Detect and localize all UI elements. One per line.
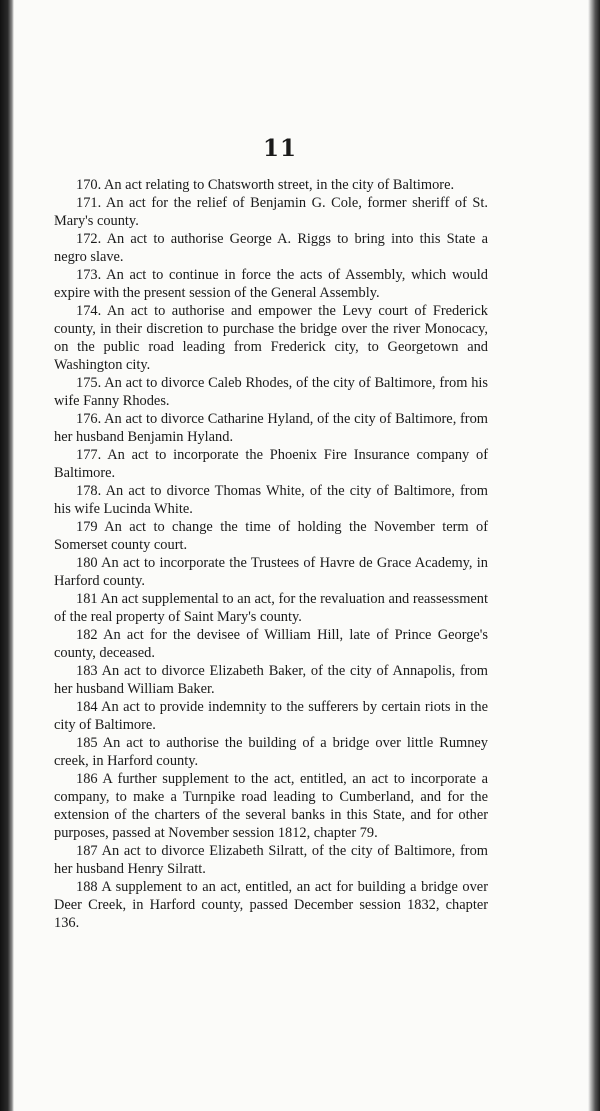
entry-number: 172. (76, 231, 102, 247)
list-item (54, 374, 488, 410)
list-item (54, 176, 488, 194)
entry-text: An act to change the time of holding the November term of Somerset county court. (54, 519, 488, 553)
entry-text: An act to provide indemnity to the sufferers by certain riots in the city of Baltimore. (54, 699, 488, 733)
entry-text: An act to divorce Elizabeth Silratt, of the city of Baltimore, from her husband Henry Silratt. (54, 843, 488, 877)
list-item (54, 734, 488, 770)
list-item (54, 662, 488, 698)
page-number: 11 (262, 135, 297, 162)
entry-text: An act to divorce Elizabeth Baker, of the city of Annapolis, from her husband William Baker. (54, 663, 488, 697)
entry-text: An act to divorce Caleb Rhodes, of the city of Baltimore, from his wife Fanny Rhodes. (54, 375, 488, 409)
list-item (54, 770, 488, 842)
entry-text: An act for the relief of Benjamin G. Cole, former sheriff of St. Mary's county. (54, 195, 488, 229)
entry-number: 178. (76, 483, 102, 499)
list-item (54, 230, 488, 266)
list-item (54, 626, 488, 662)
entry-text: An act to incorporate the Trustees of Havre de Grace Academy, in Harford county. (54, 555, 488, 589)
list-item (54, 266, 488, 302)
entry-number: 173. (76, 267, 102, 283)
entry-number: 180 (76, 555, 98, 571)
entry-text: A further supplement to the act, entitled, an act to incorporate a company, to make a Turnpike road leading to Cumberland, and for the extension of the charters of the several banks in this State, and for other purposes, passed at November session 1812, chapter 79. (54, 771, 489, 841)
entry-text: An act for the devisee of William Hill, late of Prince George's county, deceased. (54, 627, 488, 661)
entry-number: 181 (76, 591, 98, 607)
entry-text: A supplement to an act, entitled, an act for building a bridge over Deer Creek, in Harford county, passed December session 1832, chapter 136. (54, 879, 488, 931)
entry-number: 175. (76, 375, 102, 391)
entry-text: An act to divorce Catharine Hyland, of the city of Baltimore, from her husband Benjamin Hyland. (54, 411, 488, 445)
entry-number: 177. (76, 447, 102, 463)
page-binding-edge (0, 0, 14, 1111)
list-item (54, 194, 488, 230)
list-item (54, 878, 488, 932)
entry-number: 179 (76, 519, 98, 535)
list-item (54, 554, 488, 590)
entry-text: An act to divorce Thomas White, of the city of Baltimore, from his wife Lucinda White. (54, 483, 488, 517)
list-item (54, 410, 488, 446)
entry-text: An act to authorise George A. Riggs to bring into this State a negro slave. (54, 231, 488, 265)
entry-number: 184 (76, 699, 98, 715)
entry-number: 182 (76, 627, 98, 643)
acts-list (54, 176, 488, 932)
entry-number: 185 (76, 735, 98, 751)
list-item (54, 590, 488, 626)
list-item (54, 302, 488, 374)
entry-text: An act relating to Chatsworth street, in the city of Baltimore. (104, 177, 455, 193)
list-item (54, 842, 488, 878)
entry-number: 183 (76, 663, 98, 679)
entry-text: An act supplemental to an act, for the revaluation and reassessment of the real property of Saint Mary's county. (54, 591, 488, 625)
entry-number: 171. (76, 195, 102, 211)
entry-number: 186 (76, 771, 98, 787)
entry-text: An act to continue in force the acts of Assembly, which would expire with the present session of the General Assembly. (54, 267, 488, 301)
entry-number: 176. (76, 411, 102, 427)
entry-text: An act to authorise and empower the Levy court of Frederick county, in their discretion to purchase the bridge over the river Monocacy, on the public road leading from Frederick city, to Georgetown and Washington city. (54, 303, 488, 373)
entry-number: 187 (76, 843, 98, 859)
list-item (54, 518, 488, 554)
entry-number: 174. (76, 303, 102, 319)
list-item (54, 698, 488, 734)
entry-number: 188 (76, 879, 98, 895)
entry-number: 170. (76, 177, 102, 193)
entry-text: An act to incorporate the Phoenix Fire Insurance company of Baltimore. (54, 447, 488, 481)
page-outer-edge (588, 0, 600, 1111)
list-item (54, 482, 488, 518)
entry-text: An act to authorise the building of a bridge over little Rumney creek, in Harford county. (54, 735, 488, 769)
list-item (54, 446, 488, 482)
